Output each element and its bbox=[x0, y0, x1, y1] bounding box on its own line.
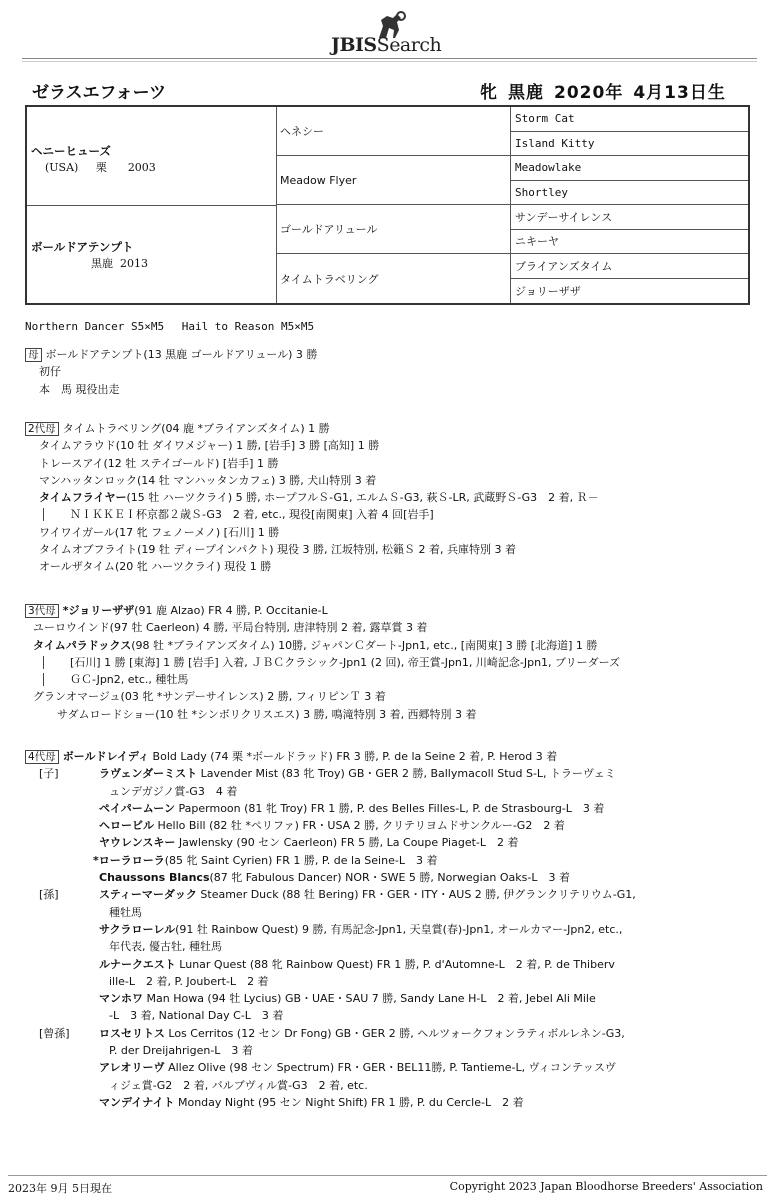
pedigree-gen2-cell[interactable]: Meadow Flyer bbox=[276, 156, 511, 205]
logo-text: JBISSearch bbox=[331, 34, 442, 56]
fourth-dam-section: 4代母 ボールドレイディ Bold Lady (74 栗 *ボールドラッド) FR 3 勝, P. de la Seine 2 着, P. Herod 3 着 [子] ラヴェンダーミスト Lavender Mist (83 牝 Troy) GB・GER 2 勝, Ballymacoll Stud S-L, トラーヴェミ ュンデガジノ賞-G3 4 着 ペイパームーン Papermoon (81 牝 Troy) FR 1 勝, P. des Belles Filles-L, P. de Strasbourg-L 3 着 ヘロービル Hello Bill (82 牡 *ペリファ) FR・USA 2 勝, クリテリヨムドサンクルー-G2 2 着 ヤウレンスキー Jawlensky (90 セン Caerleon) FR 5 勝, La Coupe Piaget-L 2 着 *ローラローラ(85 牝 Saint Cyrien) FR 1 勝, P. de la Seine-L 3 着 Chaussons Blancs(87 牝 Fabulous Dancer) NOR・SWE 5 勝, Norwegian Oaks-L 3 着 [孫] スティーマーダック Steamer Duck (88 牡 Bering) FR・GER・ITY・AUS 2 勝, 伊グランクリテリウム-G1, 種牡馬 サクラローレル(91 牡 Rainbow Quest) 9 勝, 有馬記念-Jpn1, 天皇賞(春)-Jpn1, オールカマー-Jpn2, etc., 年代表, 優古牡, 種牡馬 ルナークエスト Lunar Quest (88 牝 Rainbow Quest) FR 1 勝, P. d'Automne-L 2 着, P. de Thiberv ille-L 2 着, P. Joubert-L 2 着 マンホワ Man Howa (94 牡 Lycius) GB・UAE・SAU 7 勝, Sandy Lane H-L 2 着, Jebel Ali Mile -L 3 着, National Day C-L 3 着 [曾孫] ロスセリトス Los Cerritos (12 セン Dr Fong) GB・GER 2 勝, ヘルツォークフォンラティボルレネン-G3, P. der Dreijahrigen-L 3 着 アレオリーヴ Allez Olive (98 セン Spectrum) FR・GER・BEL11勝, P. Tantieme-L, ヴィコンテッスヴ ィジェ賞-G2 2 着, バルブヴィル賞-G3 2 着, etc. マンデイナイト Monday Night (95 セン Night Shift) FR 1 勝, P. du Cercle-L 2 着 bbox=[25, 748, 636, 1111]
list-item-continued: ille-L 2 着, P. Joubert-L 2 着 bbox=[109, 974, 269, 988]
section-tag: 3代母 bbox=[25, 604, 59, 618]
second-dam-section bbox=[25, 420, 599, 576]
footer-date: 2023年 9月 5日現在 bbox=[8, 1182, 112, 1195]
list-item: アレオリーヴ Allez Olive (98 セン Spectrum) FR・GER・BEL11勝, P. Tantieme-L, ヴィコンテッスヴ bbox=[99, 1061, 616, 1075]
list-item-continued: 年代表, 優古牡, 種牡馬 bbox=[109, 940, 222, 954]
pedigree-gen3-cell[interactable]: Storm Cat bbox=[511, 107, 748, 132]
footer-copyright: Copyright 2023 Japan Bloodhorse Breeders' Association bbox=[449, 1180, 763, 1193]
pedigree-table bbox=[25, 105, 750, 305]
jbis-logo[interactable] bbox=[325, 8, 460, 56]
list-item-continued: P. der Dreijahrigen-L 3 着 bbox=[109, 1044, 253, 1058]
horse-name: ゼラスエフォーツ bbox=[32, 83, 166, 103]
list-item: [子] ラヴェンダーミスト Lavender Mist (83 牝 Troy) GB・GER 2 勝, Ballymacoll Stud S-L, トラーヴェミ bbox=[39, 767, 616, 781]
list-item-continued: [石川] 1 勝 [東海] 1 勝 [岩手] 入着, ＪＢＣクラシック-Jpn1 (2 回), 帝王賞-Jpn1, 川崎記念-Jpn1, ブリーダーズ bbox=[25, 654, 620, 671]
list-item: [曾孫] ロスセリトス Los Cerritos (12 セン Dr Fong) GB・GER 2 勝, ヘルツォークフォンラティボルレネン-G3, bbox=[39, 1026, 625, 1040]
footer-divider bbox=[8, 1175, 767, 1176]
list-item: マンデイナイト Monday Night (95 セン Night Shift) FR 1 勝, P. du Cercle-L 2 着 bbox=[99, 1095, 524, 1109]
section-tag: 2代母 bbox=[25, 422, 59, 436]
list-item: タイムフライヤー(15 牡 ハーツクライ) 5 勝, ホープフルＳ-G1, エルムＳ-G3, 萩Ｓ-LR, 武蔵野Ｓ-G3 2 着, Ｒ－ bbox=[39, 491, 599, 505]
inbreeding-note: Northern Dancer S5×M5 Hail to Reason M5×M5 bbox=[25, 320, 315, 333]
subject-horse-note: 本 馬 現役出走 bbox=[39, 382, 120, 396]
header-divider bbox=[22, 58, 757, 59]
list-item: マンハッタンロック(14 牡 マンハッタンカフェ) 3 勝, 犬山特別 3 着 bbox=[39, 473, 377, 487]
list-item: マンホワ Man Howa (94 牡 Lycius) GB・UAE・SAU 7 勝, Sandy Lane H-L 2 着, Jebel Ali Mile bbox=[99, 992, 596, 1006]
pedigree-gen2-cell[interactable]: ゴールドアリュール bbox=[276, 205, 511, 254]
list-item: ペイパームーン Papermoon (81 牝 Troy) FR 1 勝, P. des Belles Filles-L, P. de Strasbourg-L 3 着 bbox=[99, 801, 605, 815]
list-item: サダムロードショー(10 牡 *シンボリクリスエス) 3 勝, 鳴滝特別 3 着, 西郷特別 3 着 bbox=[57, 707, 477, 721]
dam-details: 黒鹿 2013 bbox=[91, 257, 148, 270]
list-item: ルナークエスト Lunar Quest (88 牝 Rainbow Quest) FR 1 勝, P. d'Automne-L 2 着, P. de Thiberv bbox=[99, 957, 615, 971]
list-item: ユーロウインド(97 牡 Caerleon) 4 勝, 平局台特別, 唐津特別 2 着, 露草賞 3 着 bbox=[33, 621, 428, 635]
second-dam-summary: タイムトラベリング(04 鹿 *ブライアンズタイム) 1 勝 bbox=[62, 422, 330, 435]
section-tag: 4代母 bbox=[25, 750, 59, 764]
list-item: *ローラローラ(85 牝 Saint Cyrien) FR 1 勝, P. de la Seine-L 3 着 bbox=[93, 853, 438, 867]
list-item: グランオマージュ(03 牝 *サンデーサイレンス) 2 勝, フィリピンＴ 3 着 bbox=[33, 690, 386, 704]
list-item: サクラローレル(91 牡 Rainbow Quest) 9 勝, 有馬記念-Jpn1, 天皇賞(春)-Jpn1, オールカマー-Jpn2, etc., bbox=[99, 922, 623, 936]
list-item-continued: ＧＣ-Jpn2, etc., 種牡馬 bbox=[25, 671, 620, 688]
pedigree-gen2-cell[interactable]: タイムトラベリング bbox=[276, 254, 511, 303]
pedigree-gen2-cell[interactable]: ヘネシー bbox=[276, 107, 511, 156]
dam-section bbox=[25, 346, 317, 398]
list-item: タイムパラドックス(98 牡 *ブライアンズタイム) 10勝, ジャパンＣダート-Jpn1, etc., [南関東] 3 勝 [北海道] 1 勝 bbox=[33, 638, 598, 652]
pedigree-gen3-cell[interactable]: ジョリーザザ bbox=[515, 284, 581, 298]
sire-details: (USA) 栗 2003 bbox=[45, 161, 156, 174]
third-dam-section: 3代母 *ジョリーザザ(91 鹿 Alzao) FR 4 勝, P. Occitanie-L ユーロウインド(97 牡 Caerleon) 4 勝, 平局台特別, 唐津特別 2 着, 露草賞 3 着 タイムパラドックス(98 牡 *ブライアンズタイム) 10勝, ジャパンＣダート-Jpn1, etc., [南関東] 3 勝 [北海道] 1 勝 [石川] 1 勝 [東海] 1 勝 [岩手] 入着, ＪＢＣクラシック-Jpn1 (2 回), 帝王賞-Jpn1, 川崎記念-Jpn1, ブリーダーズ ＧＣ-Jpn2, etc., 種牡馬 グランオマージュ(03 牝 *サンデーサイレンス) 2 勝, フィリピンＴ 3 着 サダムロードショー(10 牡 *シンボリクリスエス) 3 勝, 鳴滝特別 3 着, 西郷特別 3 着 bbox=[25, 602, 620, 723]
list-item: ヘロービル Hello Bill (82 牡 *ペリファ) FR・USA 2 勝, クリテリヨムドサンクルー-G2 2 着 bbox=[99, 819, 565, 833]
pedigree-gen3-cell[interactable]: Island Kitty bbox=[511, 132, 748, 157]
list-item: [孫] スティーマーダック Steamer Duck (88 牡 Bering) FR・GER・ITY・AUS 2 勝, 伊グランクリテリウム-G1, bbox=[39, 888, 636, 902]
pedigree-gen3-cell[interactable]: Shortley bbox=[511, 181, 748, 206]
list-item-continued: -L 3 着, National Day C-L 3 着 bbox=[109, 1009, 284, 1023]
pedigree-dam-cell bbox=[27, 205, 277, 303]
dam-summary: ボールドアテンプト(13 黒鹿 ゴールドアリュール) 3 勝 bbox=[45, 348, 318, 361]
pedigree-gen3-cell[interactable]: サンデーサイレンス bbox=[511, 205, 748, 230]
list-item: タイムアラウド(10 牡 ダイワメジャー) 1 勝, [岩手] 3 勝 [高知] 1 勝 bbox=[39, 439, 380, 453]
list-item: タイムオブフライト(19 牡 ディープインパクト) 現役 3 勝, 江坂特別, 松籟Ｓ 2 着, 兵庫特別 3 着 bbox=[39, 543, 516, 557]
pedigree-gen3-cell[interactable]: ニキーヤ bbox=[511, 230, 748, 255]
list-item-continued: 種牡馬 bbox=[109, 905, 142, 919]
horse-birth-year: 2020年 bbox=[554, 83, 624, 103]
list-item-continued: ュンデガジノ賞-G3 4 着 bbox=[109, 784, 238, 798]
dam-note: 初仔 bbox=[39, 365, 61, 379]
sire-name[interactable]: ヘニーヒューズ bbox=[31, 144, 111, 158]
header-divider-secondary bbox=[22, 61, 757, 62]
list-item: オールザタイム(20 牝 ハーツクライ) 現役 1 勝 bbox=[39, 560, 272, 574]
pedigree-gen3-cell[interactable]: Meadowlake bbox=[511, 156, 748, 181]
dam-name[interactable]: ボールドアテンプト bbox=[31, 240, 134, 254]
horse-birth-date: 4月13日生 bbox=[633, 83, 726, 103]
pedigree-sire-cell bbox=[27, 107, 277, 206]
horse-color: 黒鹿 bbox=[508, 83, 544, 103]
list-item: トレースアイ(12 牡 ステイゴールド) [岩手] 1 勝 bbox=[39, 456, 279, 470]
list-item: ワイワイガール(17 牝 フェノーメノ) [石川] 1 勝 bbox=[39, 525, 280, 539]
list-item-continued: ィジェ賞-G2 2 着, バルブヴィル賞-G3 2 着, etc. bbox=[109, 1078, 368, 1092]
horse-profile bbox=[480, 78, 736, 103]
pedigree-gen3-cell[interactable]: ブライアンズタイム bbox=[511, 254, 748, 279]
list-item: Chaussons Blancs(87 牝 Fabulous Dancer) NOR・SWE 5 勝, Norwegian Oaks-L 3 着 bbox=[99, 871, 570, 885]
horse-sex: 牝 bbox=[480, 83, 498, 103]
list-item: ヤウレンスキー Jawlensky (90 セン Caerleon) FR 5 勝, La Coupe Piaget-L 2 着 bbox=[99, 836, 519, 850]
section-tag: 母 bbox=[25, 348, 42, 362]
list-item-continued: ＮＩＫＫＥＩ杯京都２歳Ｓ-G3 2 着, etc., 現役[南関東] 入着 4 回[岩手] bbox=[25, 506, 599, 523]
